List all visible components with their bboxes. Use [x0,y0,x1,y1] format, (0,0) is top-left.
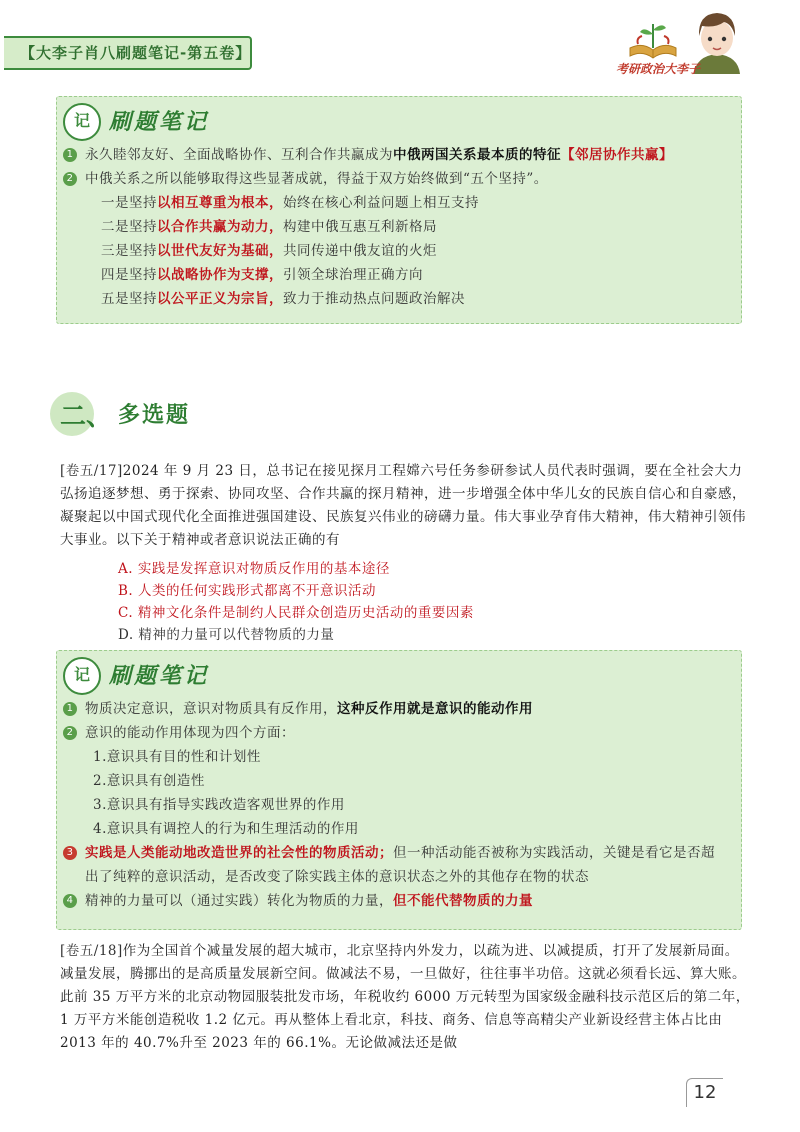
note-item-1: 1 物质决定意识，意识对物质具有反作用，这种反作用就是意识的能动作用 [85,697,727,721]
notes-box-2 [56,650,742,930]
list-item: 三是坚持以世代友好为基础，共同传递中俄友谊的火炬 [101,243,437,259]
number-badge-2-icon: 2 [63,172,77,186]
note-item-1: 1 永久睦邻友好、全面战略协作、互利合作共赢成为中俄两国关系最本质的特征【邻居协作共赢】 [85,143,727,167]
note-item-2: 2 中俄关系之所以能够取得这些显著成就，得益于双方始终做到“五个坚持”。 [85,167,727,191]
notes-box-1 [56,96,742,324]
option-c: C. 精神文化条件是制约人民群众创造历史活动的重要因素 [118,605,474,621]
note-title: 刷题笔记 [109,110,210,135]
number-badge-2-icon: 2 [63,726,77,740]
list-item: 四是坚持以战略协作为支撑，引领全球治理正确方向 [101,267,423,283]
number-badge-1-icon: 1 [63,702,77,716]
list-item: 一是坚持以相互尊重为根本，始终在核心利益问题上相互支持 [101,195,479,211]
book-logo-icon [626,14,680,64]
list-item: 4.意识具有调控人的行为和生理活动的作用 [93,821,359,837]
page-number: 12 [686,1078,723,1107]
header-volume-tag: 【大李子肖八刷题笔记-第五卷】 [4,36,252,70]
option-d: D. 精神的力量可以代替物质的力量 [118,627,335,643]
question-17 [60,460,750,646]
note-badge-icon: 记 [63,657,101,695]
option-b: B. 人类的任何实践形式都离不开意识活动 [118,583,377,599]
note-item-3: 3 实践是人类能动地改造世界的社会性的物质活动；但一种活动能否被称为实践活动，关键是看它是否超出了纯粹的意识活动，是否改变了除实践主体的意识状态之外的其他存在物的状态 [85,841,727,889]
option-a: A. 实践是发挥意识对物质反作用的基本途径 [118,561,390,577]
section-number: 二、 [60,402,113,432]
number-badge-3-icon: 3 [63,846,77,860]
section-title: 多选题 [118,403,191,428]
list-item: 3.意识具有指导实践改造客观世界的作用 [93,797,345,813]
question-18: [卷五/18]作为全国首个减量发展的超大城市，北京坚持内外发力，以疏为进、以减提质，打开了发展新局面。减量发展，腾挪出的是高质量发展新空间。做减法不易，一旦做好，往往事半功倍。这就必须看长远、算大账。此前 35 万平方米的北京动物园服装批发市场，年税收约 6000 万元转型为国家级金融科技示范区后的第二年，1 万平方米能创造税收 1.2 亿元。再从整体上看北京，科技、商务、信息等高精尖产业新设经营主体占比由 2013 年的 40.7%升至 2023 年的 66.1%。无论做减法还是做 [60,943,750,1051]
list-item: 1.意识具有目的性和计划性 [93,749,261,765]
question-17-stem: [卷五/17]2024 年 9 月 23 日，总书记在接见探月工程嫦六号任务参研参试人员代表时强调，要在全社会大力弘扬追逐梦想、勇于探索、协同攻坚、合作共赢的探月精神，进一步增强全体中华儿女的民族自信心和自豪感，凝聚起以中国式现代化全面推进强国建设、民族复兴伟业的磅礴力量。伟大事业孕育伟大精神，伟大精神引领伟大事业。以下关于精神或者意识说法正确的有 [60,463,746,548]
note-item-2: 2 意识的能动作用体现为四个方面： [85,721,727,745]
number-badge-1-icon: 1 [63,148,77,162]
number-badge-4-icon: 4 [63,894,77,908]
list-item: 五是坚持以公平正义为宗旨，致力于推动热点问题政治解决 [101,291,465,307]
note-title: 刷题笔记 [109,664,210,689]
list-item: 2.意识具有创造性 [93,773,205,789]
brand-text: 考研政治大李子 [616,62,701,76]
note-item-4: 4 精神的力量可以（通过实践）转化为物质的力量，但不能代替物质的力量 [85,889,727,913]
list-item: 二是坚持以合作共赢为动力，构建中俄互惠互利新格局 [101,219,437,235]
note-badge-icon: 记 [63,103,101,141]
